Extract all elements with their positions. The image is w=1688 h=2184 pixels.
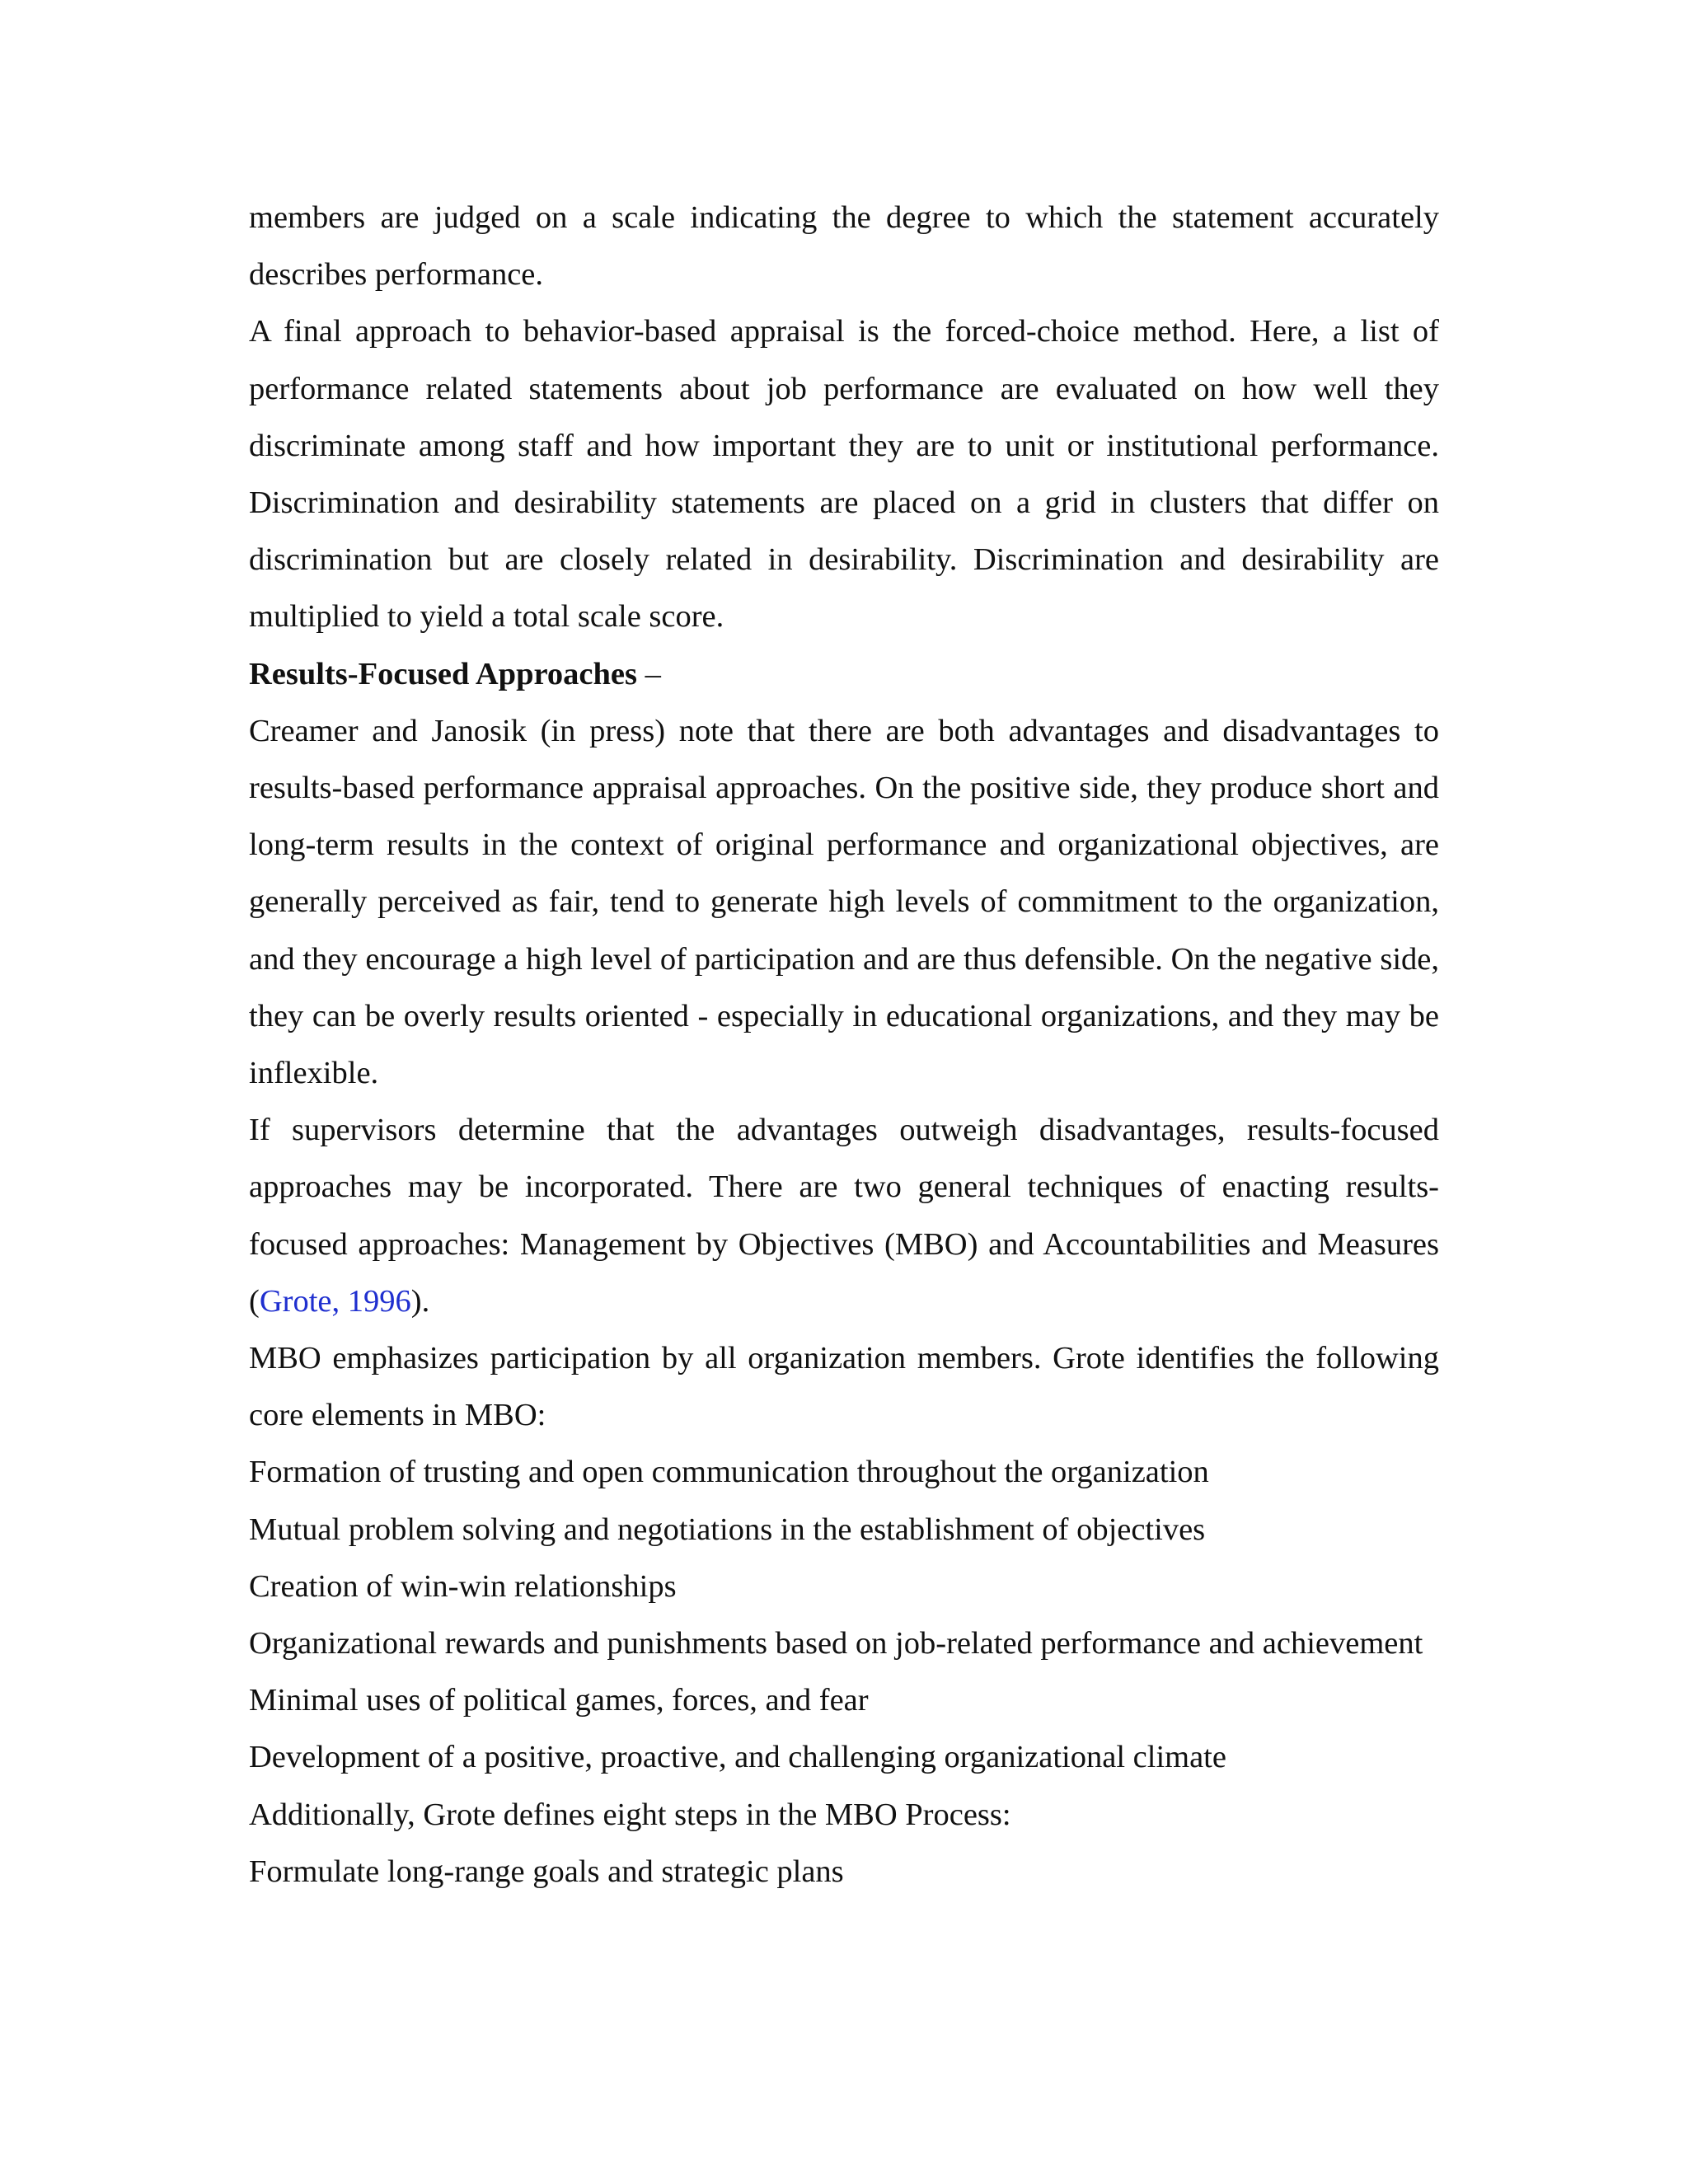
section-heading-title: Results-Focused Approaches <box>249 656 637 691</box>
document-body <box>249 190 1439 1900</box>
list-item: Minimal uses of political games, forces, and fear <box>249 1683 869 1718</box>
list-item: Creation of win-win relationships <box>249 1568 677 1604</box>
section-heading <box>249 646 1439 703</box>
section-heading-dash: – <box>636 656 661 691</box>
paragraph-mbo-steps-intro: Additionally, Grote defines eight steps in the MBO Process: <box>249 1797 1011 1832</box>
paragraph-scale-judgement: members are judged on a scale indicating the degree to which the statement accurately describes performance. <box>249 200 1439 293</box>
paragraph-advantages-disadvantages: Creamer and Janosik (in press) note that there are both advantages and disadvantages to results-based performance appraisal approaches. On the positive side, they produce short and long-term results in the context of original performance and organizational objectives, are generally perceived as fair, tend to generate high levels of commitment to the organization, and they encourage a high level of participation and are thus defensible. On the negative side, they can be overly results oriented - especially in educational organizations, and they may be inflexible. <box>249 713 1439 1091</box>
paragraph-techniques <box>249 1102 1439 1330</box>
list-item: Formulate long-range goals and strategic plans <box>249 1854 844 1889</box>
paragraph-techniques-text: If supervisors determine that the advantages outweigh disadvantages, results-focused approaches may be incorporated. There are two general techniques of enacting results-focused approaches: Management by Objectives (MBO) and Accountabilities and Measures ( <box>249 1113 1439 1319</box>
citation-link[interactable]: Grote, 1996 <box>259 1283 411 1319</box>
list-item: Formation of trusting and open communication throughout the organization <box>249 1455 1209 1490</box>
list-item: Organizational rewards and punishments based on job-related performance and achievement <box>249 1626 1423 1661</box>
list-item: Development of a positive, proactive, and challenging organizational climate <box>249 1740 1226 1775</box>
paragraph-techniques-end: ). <box>410 1283 430 1319</box>
paragraph-forced-choice: A final approach to behavior-based appraisal is the forced-choice method. Here, a list of performance related statements about job performance are evaluated on how well they discriminate among staff and how important they are to unit or institutional performance. Discrimination and desirability statements are placed on a grid in clusters that differ on discrimination but are closely related in desirability. Discrimination and desirability are multiplied to yield a total scale score. <box>249 314 1439 635</box>
list-item: Mutual problem solving and negotiations in the establishment of objectives <box>249 1511 1206 1547</box>
paragraph-mbo-participation: MBO emphasizes participation by all organization members. Grote identifies the following core elements in MBO: <box>249 1341 1439 1433</box>
